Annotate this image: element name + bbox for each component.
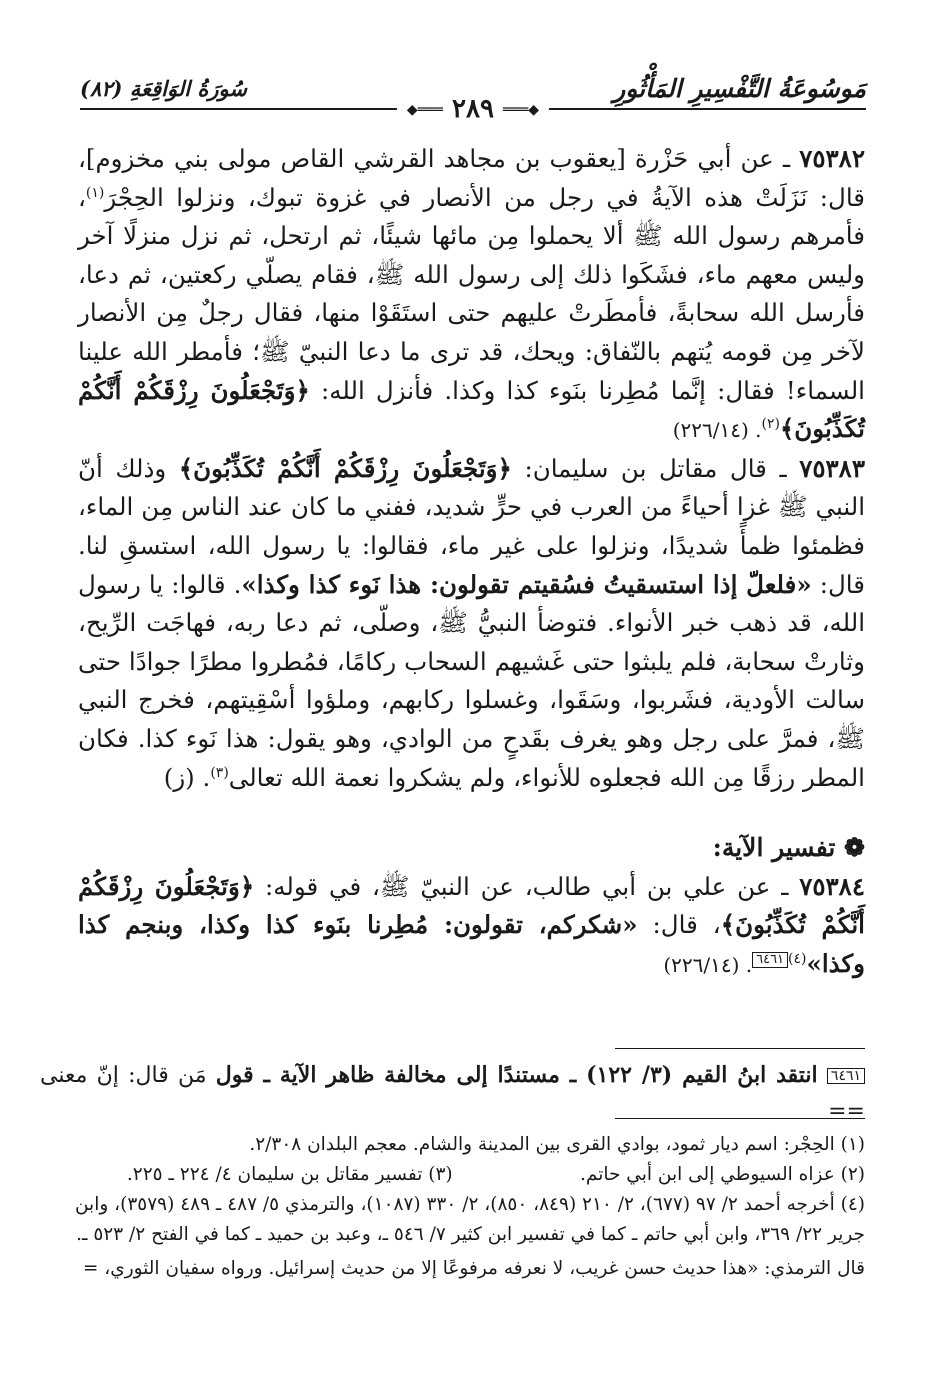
hadith-text: ، فأمرهم رسول الله ﷺ ألا يحملوا مِن مائها شيئًا، ثم ارتحل، ثم نزل منزلًا آخر وليس معهم ماء، فشَكَوا ذلك إلى رسول الله ﷺ، فقام يصلّي ركعتين، ثم دعا، فأرسل الله سحابةً، فأمطَرتْ عليهم حتى استَقَوْا منها، فقال رجلٌ مِن الأنصار لآخر مِن قومه يُتهم بالنّفاق: ويحك، قد ترى ما دعا النبيّ ﷺ؛ فأمطر الله علينا السماء! فقال: إنَّما مُطِرنا بنَوء كذا وكذا. فأنزل الله: (78, 182, 865, 405)
hadith-number: ٧٥٣٨٤ (799, 871, 865, 901)
comment-text: مَن قال: إنّ معنى == (40, 1063, 865, 1124)
comment-mark: ٦٤٦١ (752, 952, 788, 968)
hadith-paragraph (78, 868, 865, 985)
source-ref: . (٢٢٦/١٤) (672, 418, 762, 443)
hadith-paragraph (78, 450, 865, 797)
surah-title: سُورَةُ الوَاقِعَةِ (٨٢) (80, 76, 247, 101)
hadith-text: وذلك أنّ النبي ﷺ غزا أحياءً من العرب في حرٍّ شديد، ففني ما كان عند الناس مِن الماء، فظمئوا ظمأً شديدًا، ونزلوا على غير ماء، فقالوا: يا رسول الله، استسقِ لنا. قال: (78, 453, 865, 599)
source-ref: . (٢٢٦/١٤) (663, 952, 753, 977)
footnote: (٢) عزاه السيوطي إلى ابن أبي حاتم. (580, 1164, 865, 1185)
section-title: ❁ تفسير الآية: (712, 833, 865, 863)
bold-quote: «فلعلّ إذا استسقيتُ فسُقيتم تقولون: هذا نَوء كذا وكذا» (241, 569, 812, 599)
bold-quote: «شكركم، تقولون: مُطِرنا بنَوء كذا وكذا، وبنجم كذا وكذا» (78, 910, 865, 978)
footnote: (١) الحِجْر: اسم ديار ثمود، بوادي القرى بين المدينة والشام. معجم البلدان ٢/٣٠٨. (249, 1134, 865, 1155)
page-number-block (397, 94, 549, 125)
hadith-text: ـ قال مقاتل بن سليمان: (511, 453, 800, 483)
comment-block (40, 1057, 865, 1130)
comment-separator (615, 1048, 865, 1049)
book-title: مَوسُوعَةُ التَّفْسِيرِ المَأْثُورِ (613, 74, 866, 103)
footnote-ref: (١) (85, 184, 105, 201)
footnote-ref: (٤) (788, 950, 807, 967)
quran-verse: ﴿وَتَجْعَلُونَ رِزْقَكُمْ أَنَّكُمْ تُكَذِّبُونَ﴾ (178, 453, 512, 483)
hadith-text: ـ عن علي بن أبي طالب، عن النبيّ ﷺ، في قوله: (254, 871, 800, 901)
footnote-separator (615, 1118, 865, 1119)
footnote-row (72, 1160, 865, 1190)
hadith-text: ـ عن أبي حَزْرة [يعقوب بن مجاهد القرشي القاص مولى بني مخزوم]، قال: نَزَلَتْ هذه الآيةُ في رجل من الأنصار في غزوة تبوك، ونزلوا الحِجْرَ (78, 144, 865, 212)
hadith-text: ، قال: (637, 910, 721, 940)
footnote-ref: (٢) (761, 416, 780, 432)
footnote: قال الترمذي: «هذا حديث حسن غريب، لا نعرفه مرفوعًا إلا من حديث إسرائيل. ورواه سفيان الثوري، = (82, 1258, 865, 1279)
hadith-paragraph (78, 140, 865, 450)
hadith-number: ٧٥٣٨٢ (799, 144, 865, 173)
page-header (80, 68, 866, 124)
quran-verse: ﴿وَتَجْعَلُونَ رِزْقَكُمْ أَنَّكُمْ تُكَذِّبُونَ﴾ (78, 871, 865, 940)
main-text (78, 140, 865, 984)
hadith-text: . قالوا: يا رسول الله، قد ذهب خبر الأنواء. فتوضأ النبيُّ ﷺ، وصلّى، ثم دعا ربه، فهاجَت الرِّيح، وثارتْ سحابة، فلم يلبثوا حتى غَشيهم السحاب ركامًا، فمُطروا مطرًا جوادًا حتى سالت الأودية، فشَربوا، وسَقَوا، وغسلوا ركابهم، وملؤوا أسْقِيتهم، فخرج النبي ﷺ، فمرَّ على رجل وهو يغرف بقَدحٍ من الوادي، وهو يقول: هذا نَوء كذا. فكان المطر رزقًا مِن الله فجعلوه للأنواء، ولم يشكروا نعمة الله تعالى (78, 569, 865, 792)
quran-verse: ﴿وَتَجْعَلُونَ رِزْقَكُمْ أَنَّكُمْ تُكَذِّبُونَ﴾ (78, 375, 865, 444)
footnotes (72, 1130, 865, 1284)
footnote: (٣) تفسير مقاتل بن سليمان ٤/ ٢٢٤ ـ ٢٢٥. (126, 1164, 453, 1185)
footnote: (٤) أخرجه أحمد ٢/ ٩٧ (٦٧٧)، ٢/ ٢١٠ (٨٤٩، ٨٥٠)، ٢/ ٣٣٠ (١٠٨٧)، والترمذي ٥/ ٤٨٧ ـ ٤٨٩ (٣٥٧٩)، وابن جرير ٢٢/ ٣٦٩، وابن أبي حاتم ـ كما في تفسير ابن كثير ٧/ ٥٤٦ ـ، وعبد بن حميد ـ كما في الفتح ٢/ ٥٢٣ ـ. (74, 1194, 865, 1245)
comment-mark: ٦٤٦١ (827, 1068, 865, 1084)
comment-bold: انتقد ابنُ القيم (٣/ ١٢٢) ـ مستندًا إلى مخالفة ظاهر الآية ـ قول (215, 1062, 818, 1088)
source-ref: . (ز) (163, 762, 211, 792)
hadith-number: ٧٥٣٨٣ (799, 453, 865, 483)
page-number: ٢٨٩ (452, 94, 494, 124)
ornament-icon: ═══◆ (406, 102, 443, 118)
footnote-ref: (٣) (210, 764, 229, 781)
ornament-icon: ◆═══ (503, 102, 540, 118)
